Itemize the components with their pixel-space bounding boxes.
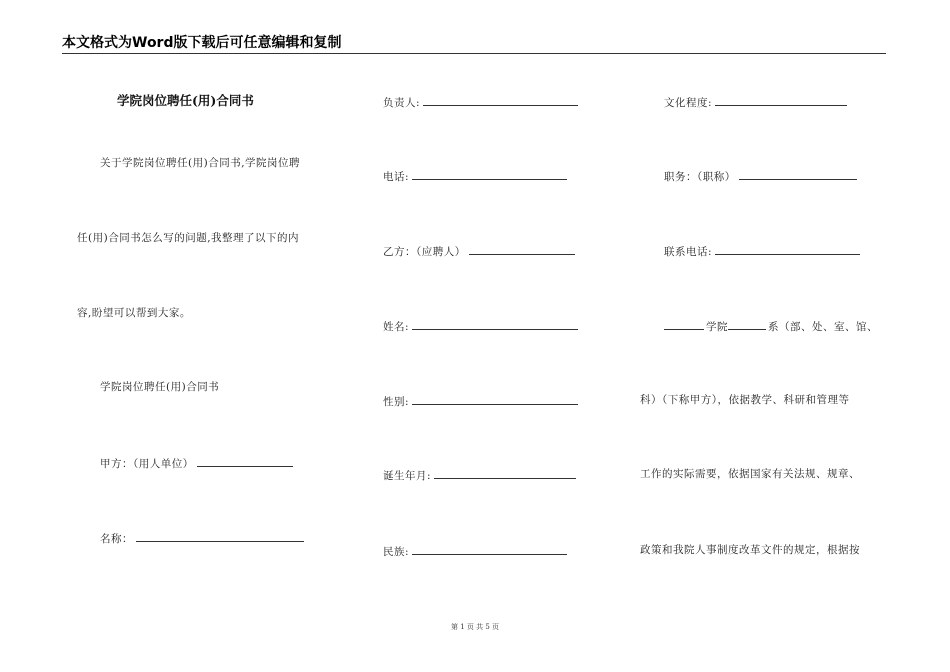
page-footer: 第 1 页 共 5 页	[450, 623, 500, 631]
party-b-blank[interactable]	[469, 243, 575, 255]
party-b-label: 乙方：（应聘人）	[383, 246, 466, 258]
fullname-blank[interactable]	[412, 318, 578, 330]
contact-phone-row	[664, 243, 860, 259]
intro-line-3: 容,盼望可以帮到大家。	[77, 307, 191, 319]
name-blank[interactable]	[136, 530, 304, 542]
gender-label: 性别:	[383, 396, 410, 408]
name-label: 名称：	[100, 533, 133, 545]
college-blank[interactable]	[664, 318, 704, 330]
position-blank[interactable]	[739, 168, 857, 180]
fullname-row	[383, 318, 578, 334]
contact-phone-label: 联系电话:	[664, 246, 713, 258]
contact-phone-blank[interactable]	[715, 243, 860, 255]
party-a-label: 甲方：（用人单位）	[100, 458, 194, 470]
body-line-2: 科）（下称甲方），依据教学、科研和管理等	[640, 394, 850, 406]
responsible-row	[383, 94, 578, 110]
party-b-row	[383, 243, 575, 259]
education-label: 文化程度:	[664, 97, 713, 109]
gender-row	[383, 393, 578, 409]
name-row	[100, 530, 304, 546]
birth-row	[383, 467, 576, 483]
ethnicity-blank[interactable]	[412, 543, 567, 555]
intro-line-2: 任(用)合同书怎么写的问题,我整理了以下的内	[77, 232, 300, 244]
responsible-blank[interactable]	[423, 94, 578, 106]
position-row	[664, 168, 857, 184]
birth-label: 诞生年月:	[383, 470, 432, 482]
contract-subtitle: 学院岗位聘任(用)合同书	[100, 381, 220, 393]
college-label: 学院	[706, 321, 728, 333]
college-row	[664, 318, 878, 334]
position-label: 职务：（职称）	[664, 171, 736, 183]
party-a-blank[interactable]	[197, 455, 293, 467]
contract-title: 学院岗位聘任(用)合同书	[117, 93, 254, 108]
gender-blank[interactable]	[412, 393, 578, 405]
ethnicity-row	[383, 543, 567, 559]
dept-blank[interactable]	[728, 318, 766, 330]
dept-label: 系（部、处、室、馆、	[768, 321, 878, 333]
education-row	[664, 94, 847, 110]
responsible-label: 负责人:	[383, 97, 421, 109]
phone-label: 电话:	[383, 171, 410, 183]
education-blank[interactable]	[715, 94, 847, 106]
phone-row	[383, 168, 567, 184]
birth-blank[interactable]	[434, 467, 576, 479]
body-line-3: 工作的实际需要，依据国家有关法规、规章、	[640, 468, 860, 480]
phone-blank[interactable]	[412, 168, 567, 180]
party-a-row	[100, 455, 293, 471]
intro-line-1: 关于学院岗位聘任(用)合同书,学院岗位聘	[100, 157, 301, 169]
ethnicity-label: 民族:	[383, 546, 410, 558]
body-line-4: 政策和我院人事制度改革文件的规定，根据按	[640, 544, 860, 556]
document-header: 本文格式为Word版下载后可任意编辑和复制	[62, 34, 886, 54]
fullname-label: 姓名:	[383, 321, 410, 333]
